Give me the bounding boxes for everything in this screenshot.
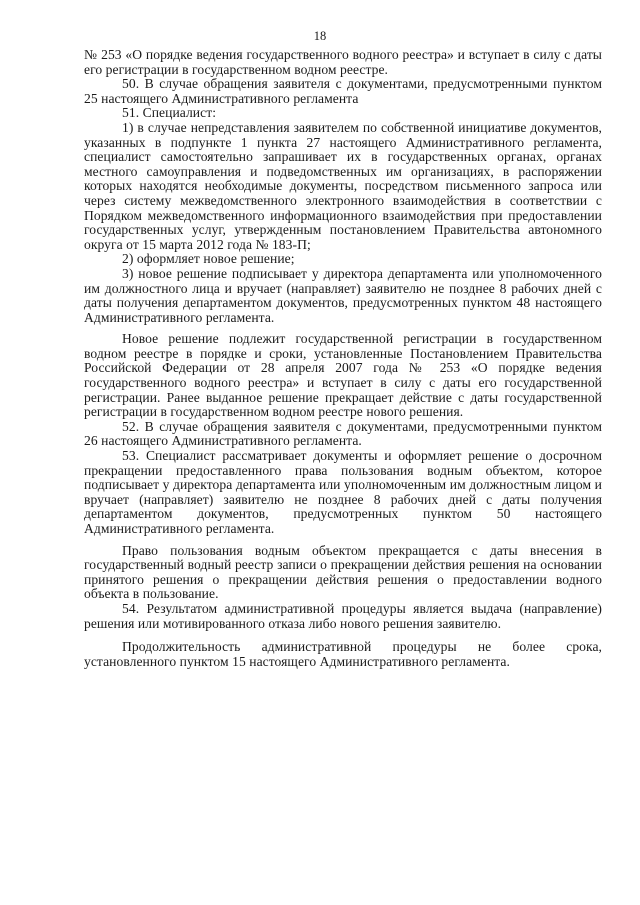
paragraph-duration: Продолжительность административной процедуры не более срока, установленного пунктом 15 настоящего Административного регламента. [84,639,602,669]
paragraph-54: 54. Результатом административной процедуры является выдача (направление) решения или мотивированного отказа либо нового решения заявителю. [84,600,602,631]
paragraph-51-item-1: 1) в случае непредставления заявителем по собственной инициативе документов, указанных в подпункте 1 пункта 27 настоящего Административного регламента, специалист самостоятельно запрашивает их в государственных органах, органах местного самоуправления и подведомственных им организациях, в распоряжении которых находятся необходимые документы, посредством письменного запроса или через систему межведомственного электронного взаимодействия в соответствии с Порядком межведомственного информационного взаимодействия при предоставлении государственных услуг, утвержденным постановлением Правительства автономного округа от 15 марта 2012 года № 183-П; [84,119,602,252]
page-number: 18 [313,29,327,43]
paragraph-new-decision-registration: Новое решение подлежит государственной регистрации в государственном водном реестре в порядке и сроки, установленные Постановлением Правительства Российской Федерации от 28 апреля 2007 года № 253 «О порядке ведения государственного водного реестра» и вступает в силу с даты его государственной регистрации. Ранее выданное решение прекращает действие с даты государственной регистрации в государственном водном реестре нового решения. [84,331,602,420]
paragraph-53: 53. Специалист рассматривает документы и оформляет решение о досрочном прекращении предоставленного права пользования водным объектом, которое подписывает у директора департамента или уполномоченным им должностным лицом и вручает (направляет) заявителю не позднее 8 рабочих дней с даты получения департаментом документов, предусмотренных пунктом 50 настоящего Административного регламента. [84,448,602,536]
paragraph-continuation: № 253 «О порядке ведения государственного водного реестра» и вступает в силу с даты его регистрации в государственном водном реестре. [84,47,602,77]
document-body [84,48,602,669]
paragraph-right-termination: Право пользования водным объектом прекращается с даты внесения в государственный водный реестр записи о прекращении действия решения на основании принятого решения о прекращении действия решения о предоставлении водного объекта в пользование. [84,542,602,602]
paragraph-51: 51. Специалист: [122,105,217,121]
paragraph-51-item-2: 2) оформляет новое решение; [122,251,295,267]
paragraph-51-item-3: 3) новое решение подписывает у директора департамента или уполномоченного им должностного лица и вручает (направляет) заявителю не позднее 8 рабочих дней с даты получения департаментом документов, предусмотренных пунктом 48 настоящего Административного регламента. [84,265,602,325]
paragraph-52: 52. В случае обращения заявителя с документами, предусмотренными пунктом 26 настоящего Административного регламента. [84,418,602,449]
paragraph-50: 50. В случае обращения заявителя с документами, предусмотренными пунктом 25 настоящего Административного регламента [84,76,602,106]
